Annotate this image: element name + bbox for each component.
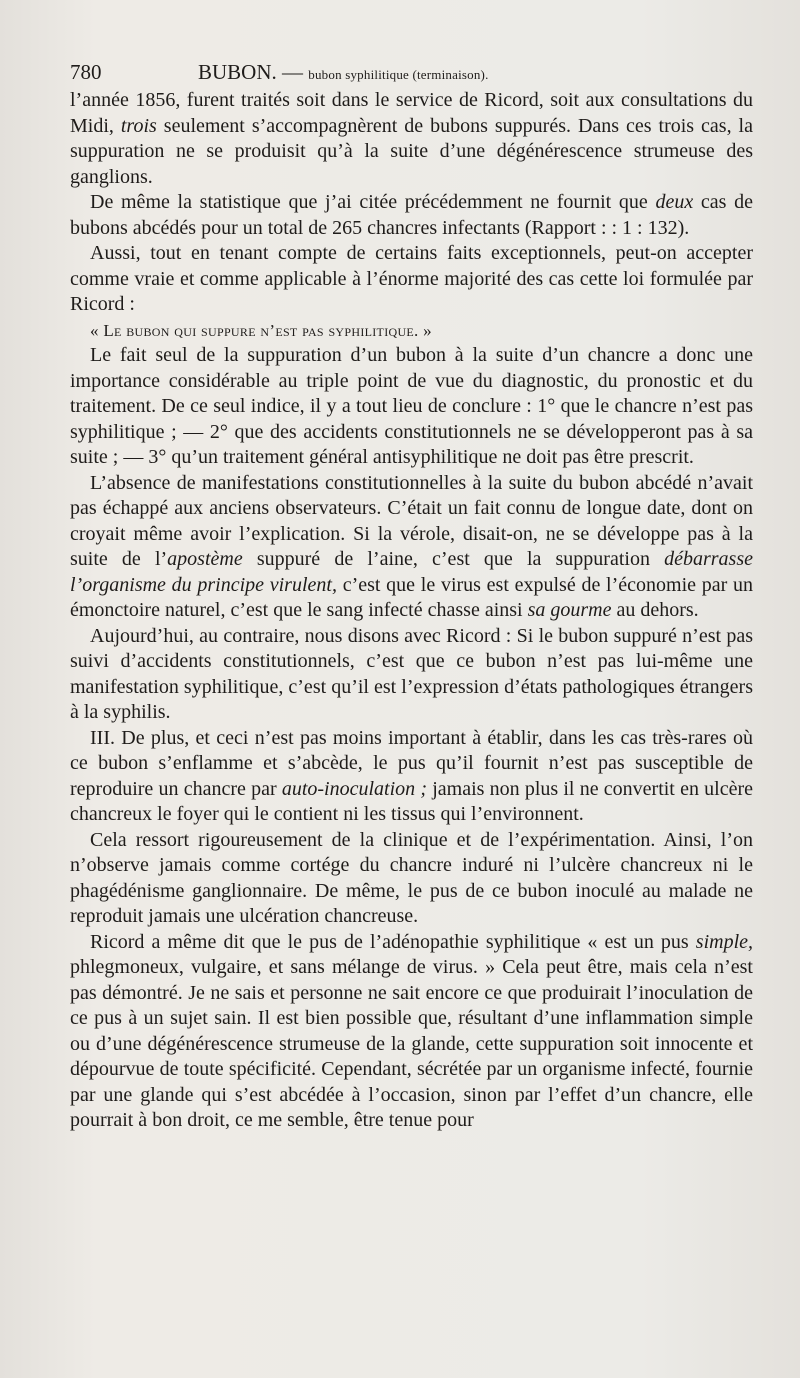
emphasis: trois (120, 114, 157, 137)
emphasis: auto-inoculation ; (281, 777, 428, 800)
text-run: suppuré de l’aine, c’est que la suppuration (242, 548, 665, 570)
running-head-subtitle: bubon syphilitique (terminaison). (308, 67, 489, 82)
emphasis: sa gourme (527, 599, 612, 621)
text-run: De même la statistique que j’ai citée précédemment ne fournit que (90, 191, 656, 213)
text-run: phlegmoneux, vulgaire, et sans mélange de virus. » Cela peut être, mais cela n’est pas démontré. Je ne sais et personne ne sait encore ce que produirait l’inoculation de ce pus à un sujet sain. Il est bien possible que, résultant d’une inflammation simple ou d’une dégénérescence strumeuse de la glande, cette suppuration soit innocente et dépourvue de toute spécificité. Cependant, sécrétée par un organisme infecté, fournie par une glande qui s’est abcédée à l’occasion, sinon par l’effet d’un chancre, elle pourrait à bon droit, ce me semble, être tenue pour (70, 956, 753, 1131)
emphasis: débarrasse l’organisme du principe virulent, (70, 548, 753, 596)
paragraph-2 (70, 190, 753, 241)
paragraph-9 (70, 930, 753, 1134)
paragraph-5 (70, 471, 753, 624)
paragraph-4: Le fait seul de la suppuration d’un bubon à la suite d’un chancre a donc une importance considérable au triple point de vue du diagnostic, du pronostic et du traitement. De ce seul indice, il y a tout lieu de conclure : 1° que le chancre n’est pas syphilitique ; — 2° que des accidents constitutionnels ne se développeront pas à sa suite ; — 3° qu’un traitement général antisyphilitique ne doit pas être prescrit. (70, 344, 753, 468)
paragraph-3: Aussi, tout en tenant compte de certains faits exceptionnels, peut-on accepter comme vraie et comme applicable à l’énorme majorité des cas cette loi formulée par Ricord : (70, 242, 753, 315)
ricord-quote: « Le bubon qui suppure n’est pas syphilitique. » (90, 320, 432, 340)
paragraph-8: Cela ressort rigoureusement de la clinique et de l’expérimentation. Ainsi, l’on n’observe jamais comme cortége du chancre induré ni l’ulcère chancreux ni le phagédénisme ganglionnaire. De même, le pus de ce bubon inoculé au malade ne reproduit jamais une ulcération chancreuse. (70, 828, 753, 927)
text-run: Ricord a même dit que le pus de l’adénopathie syphilitique « est un pus (90, 930, 696, 953)
paragraph-7 (70, 726, 753, 828)
text-run: c’est que le virus est expulsé de l’économie par un émonctoire naturel, c’est que le sang infecté chasse ainsi (70, 573, 754, 621)
text-run: l’année 1856, furent traités soit dans le service de Ricord, soit aux consultations du Midi, (70, 89, 753, 137)
emphasis: simple, (695, 930, 753, 953)
text-run: III. De plus, et ceci n’est pas moins important à établir, dans les cas très-rares où ce bubon s’enflamme et s’abcède, le pus qu’il fournit n’est pas susceptible de reproduire un chancre par (70, 726, 753, 800)
emphasis: deux (655, 191, 694, 213)
paragraph-6: Aujourd’hui, au contraire, nous disons avec Ricord : Si le bubon suppuré n’est pas suivi d’accidents constitutionnels, c’est que ce bubon n’est pas lui-même une manifestation syphilitique, c’est qu’il est l’expression d’états pathologiques étrangers à la syphilis. (70, 624, 753, 723)
running-head (198, 60, 489, 85)
page-number: 780 (70, 60, 102, 84)
emphasis: apostème (167, 548, 243, 570)
text-run: au dehors. (611, 599, 699, 621)
body-text (70, 88, 753, 1134)
text-run: jamais non plus il ne convertit en ulcère chancreux le foyer qui le contient ni les tissus qui l’environnent. (70, 777, 753, 825)
paragraph-1 (70, 88, 753, 190)
text-run: L’absence de manifestations constitutionnelles à la suite du bubon abcédé n’avait pas échappé aux anciens observateurs. C’était un fait connu de longue date, dont on croyait même avoir l’explication. Si la vérole, disait-on, ne se développe pas à la suite de l’ (70, 471, 753, 570)
page-header (70, 60, 748, 90)
running-head-title: BUBON. (198, 60, 277, 84)
text-run: cas de bubons abcédés pour un total de 265 chancres infectants (Rapport : : 1 : 132). (70, 191, 753, 239)
running-head-dash: — (282, 60, 304, 84)
text-run: seulement s’accompagnèrent de bubons suppurés. Dans ces trois cas, la suppuration ne se produisit qu’à la suite d’une dégénérescence strumeuse des ganglions. (70, 114, 753, 188)
